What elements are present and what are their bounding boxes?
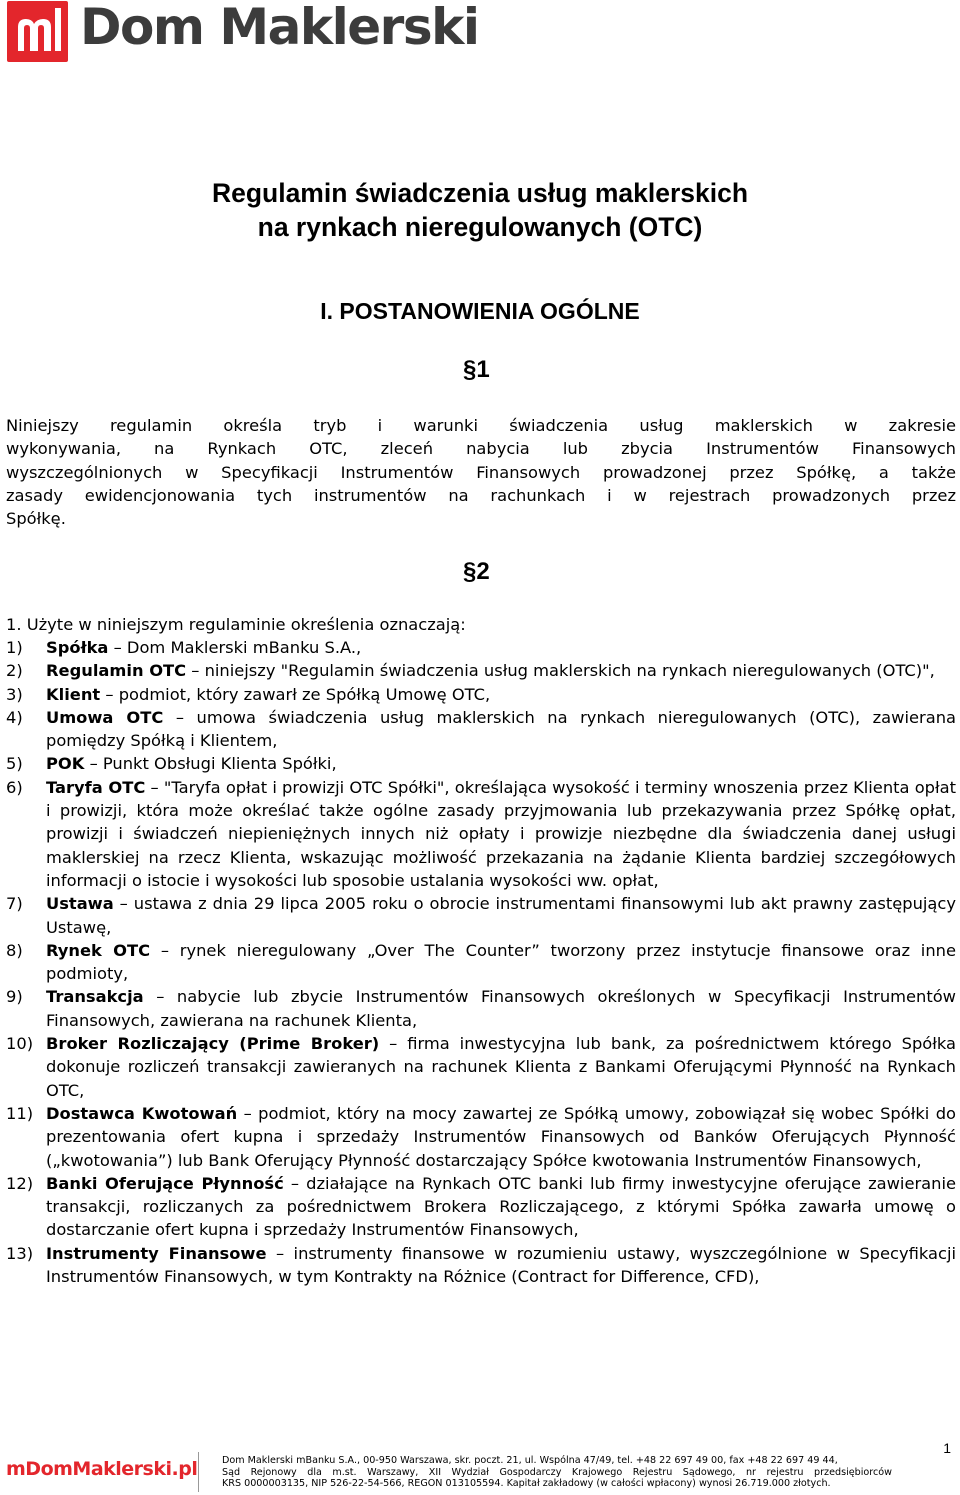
- definition-item: [6, 752, 956, 775]
- definition-item: [6, 939, 956, 986]
- definition-item: [6, 1032, 956, 1102]
- intro-line: wyszczególnionych w Specyfikacji Instrumentów Finansowych prowadzonej przez Spółkę, a także: [6, 462, 956, 482]
- definition-text: – nabycie lub zbycie Instrumentów Finansowych określonych w Specyfikacji Instrumentów Finansowych, zawierana na rachunek Klienta,: [46, 987, 956, 1030]
- definition-item: [6, 985, 956, 1032]
- definition-item: [6, 659, 956, 682]
- definition-number: 6): [6, 777, 23, 797]
- definition-item: [6, 636, 956, 659]
- definition-number: 5): [6, 754, 23, 774]
- definition-item: [6, 1102, 956, 1172]
- intro-line: wykonywania, na Rynkach OTC, zleceń nabycia lub zbycia Instrumentów Finansowych: [6, 439, 956, 459]
- definition-term: Regulamin OTC: [46, 661, 187, 681]
- definition-term: Spółka: [46, 638, 109, 657]
- footer-info-line: KRS 0000003135, NIP 526-22-54-566, REGON 013105594. Kapitał zakładowy (w całości wpłacony) wynosi 26.719.000 złotych.: [222, 1478, 831, 1489]
- definition-text: – instrumenty finansowe w rozumieniu ustawy, wyszczególnione w Specyfikacji Instrumentów Finansowych, w tym Kontrakty na Różnice (Contract for Difference, CFD),: [46, 1243, 956, 1287]
- definition-term: Umowa OTC: [46, 707, 164, 727]
- footer-info-line: Dom Maklerski mBanku S.A., 00-950 Warszawa, skr. poczt. 21, ul. Wspólna 47/49, tel. +48 22 697 49 00, fax +48 22 697 49 44,: [222, 1455, 838, 1466]
- paragraph-mark: §2: [463, 558, 490, 585]
- definition-item: [6, 683, 956, 706]
- footer: [0, 1436, 960, 1495]
- definition-term: Taryfa OTC: [46, 777, 146, 797]
- definition-term: Klient: [46, 684, 101, 704]
- definition-number: 4): [6, 707, 23, 727]
- definition-text: – umowa świadczenia usług maklerskich na rynkach nieregulowanych (OTC), zawierana pomiędzy Spółką i Klientem,: [46, 707, 956, 751]
- m-logo-icon: [7, 1, 68, 62]
- definition-number: 9): [6, 987, 23, 1007]
- page-number: 1: [943, 1440, 951, 1456]
- definition-text: – firma inwestycyjna lub bank, za pośrednictwem którego Spółka dokonuje rozliczeń transakcji zawieranych na rachunek Klienta z Bankami Oferującymi Płynność na Rynkach OTC,: [46, 1034, 956, 1100]
- footer-info: [222, 1455, 892, 1490]
- footer-divider: [198, 1452, 199, 1492]
- definition-term: Dostawca Kwotowań: [46, 1103, 238, 1123]
- definition-number: 11): [6, 1103, 34, 1123]
- definition-number: 10): [6, 1034, 34, 1054]
- definition-text: – "Taryfa opłat i prowizji OTC Spółki", określająca wysokość i terminy wnoszenia przez Klienta opłat i prowizji, która może określać także ogólne zasady przyjmowania lub przekazywania przez Spółkę opłat, prowizji i świadczeń niepieniężnych innych niż opłaty i prowizje niezbędne dla świadczenia danej usługi maklerskiej na rzecz Klienta, wskazując możliwość przekazania na żądanie Klienta bardziej szczegółowych informacji o istocie i wysokości lub sposobie ustalania wysokości ww. opłat,: [46, 777, 956, 890]
- footer-brand[interactable]: mDomMaklerski.pl: [6, 1458, 198, 1480]
- definition-term: Banki Oferujące Płynność: [46, 1173, 284, 1193]
- definition-term: Transakcja: [46, 987, 144, 1007]
- definition-number: 13): [6, 1243, 34, 1263]
- intro-paragraph: [6, 414, 956, 530]
- definition-text: – Dom Maklerski mBanku S.A.,: [108, 638, 362, 657]
- definition-text: – podmiot, który zawarł ze Spółką Umowę OTC,: [100, 684, 491, 704]
- definition-text: – działające na Rynkach OTC banki lub firmy inwestycyjne oferujące zawieranie transakcji, rozliczanych za pośrednictwem Brokera Rozliczającego, z którymi Spółka zawarła umowę o dostarczanie ofert kupna i sprzedaży Instrumentów Finansowych,: [46, 1173, 956, 1240]
- definitions-lead: 1. Użyte w niniejszym regulaminie określenia oznaczają:: [6, 615, 466, 634]
- definitions-list: [6, 636, 956, 1288]
- paragraph-mark: §1: [463, 356, 490, 383]
- definition-term: Rynek OTC: [46, 940, 151, 960]
- definition-number: 3): [6, 684, 23, 704]
- definition-number: 2): [6, 661, 23, 681]
- definition-text: – Punkt Obsługi Klienta Spółki,: [84, 754, 337, 774]
- section-heading: I. POSTANOWIENIA OGÓLNE: [320, 298, 640, 324]
- title-line: Regulamin świadczenia usług maklerskich: [211, 178, 749, 208]
- definition-text: – ustawa z dnia 29 lipca 2005 roku o obrocie instrumentami finansowymi lub akt prawny zastępujący Ustawę,: [46, 894, 956, 937]
- definition-number: 1): [6, 638, 23, 657]
- definition-number: 8): [6, 940, 23, 960]
- definition-item: [6, 776, 956, 892]
- intro-line: Spółkę.: [6, 509, 66, 529]
- definition-number: 12): [6, 1173, 34, 1193]
- definition-item: [6, 892, 956, 939]
- title-line: na rynkach nieregulowanych (OTC): [257, 212, 703, 242]
- definition-text: – podmiot, który na mocy zawartej ze Spółką umowy, zobowiązał się wobec Spółki do prezentowania ofert kupna i sprzedaży Instrumentów Finansowych od Banków Oferujących Płynność („kwotowania”) lub Bank Oferujący Płynność dostarczający Spółce kwotowania Instrumentów Finansowych,: [46, 1103, 957, 1170]
- definition-item: [6, 1172, 956, 1242]
- footer-info-line: Sąd Rejonowy dla m.st. Warszawy, XII Wydział Gospodarczy Krajowego Rejestru Sądowego, nr rejestru przedsiębiorców: [222, 1466, 892, 1478]
- logo-text: Dom Maklerski: [80, 0, 479, 56]
- definition-text: – niniejszy "Regulamin świadczenia usług maklerskich na rynkach nieregulowanych (OTC)",: [186, 661, 935, 681]
- document-title: [0, 176, 960, 244]
- intro-line: Niniejszy regulamin określa tryb i warunki świadczenia usług maklerskich w zakresie: [6, 416, 956, 435]
- definition-text: – rynek nieregulowany „Over The Counter” tworzony przez instytucje finansowe oraz inne podmioty,: [46, 940, 956, 984]
- definition-item: [6, 1242, 956, 1289]
- definition-item: [6, 706, 956, 753]
- definition-term: POK: [46, 754, 85, 774]
- definition-term: Broker Rozliczający (Prime Broker): [46, 1034, 380, 1054]
- intro-line: zasady ewidencjonowania tych instrumentów na rachunkach i w rejestrach prowadzonych przez: [6, 485, 956, 505]
- header: [4, 0, 479, 66]
- definition-term: Ustawa: [46, 894, 114, 914]
- definition-number: 7): [6, 894, 23, 914]
- definition-term: Instrumenty Finansowe: [46, 1243, 267, 1263]
